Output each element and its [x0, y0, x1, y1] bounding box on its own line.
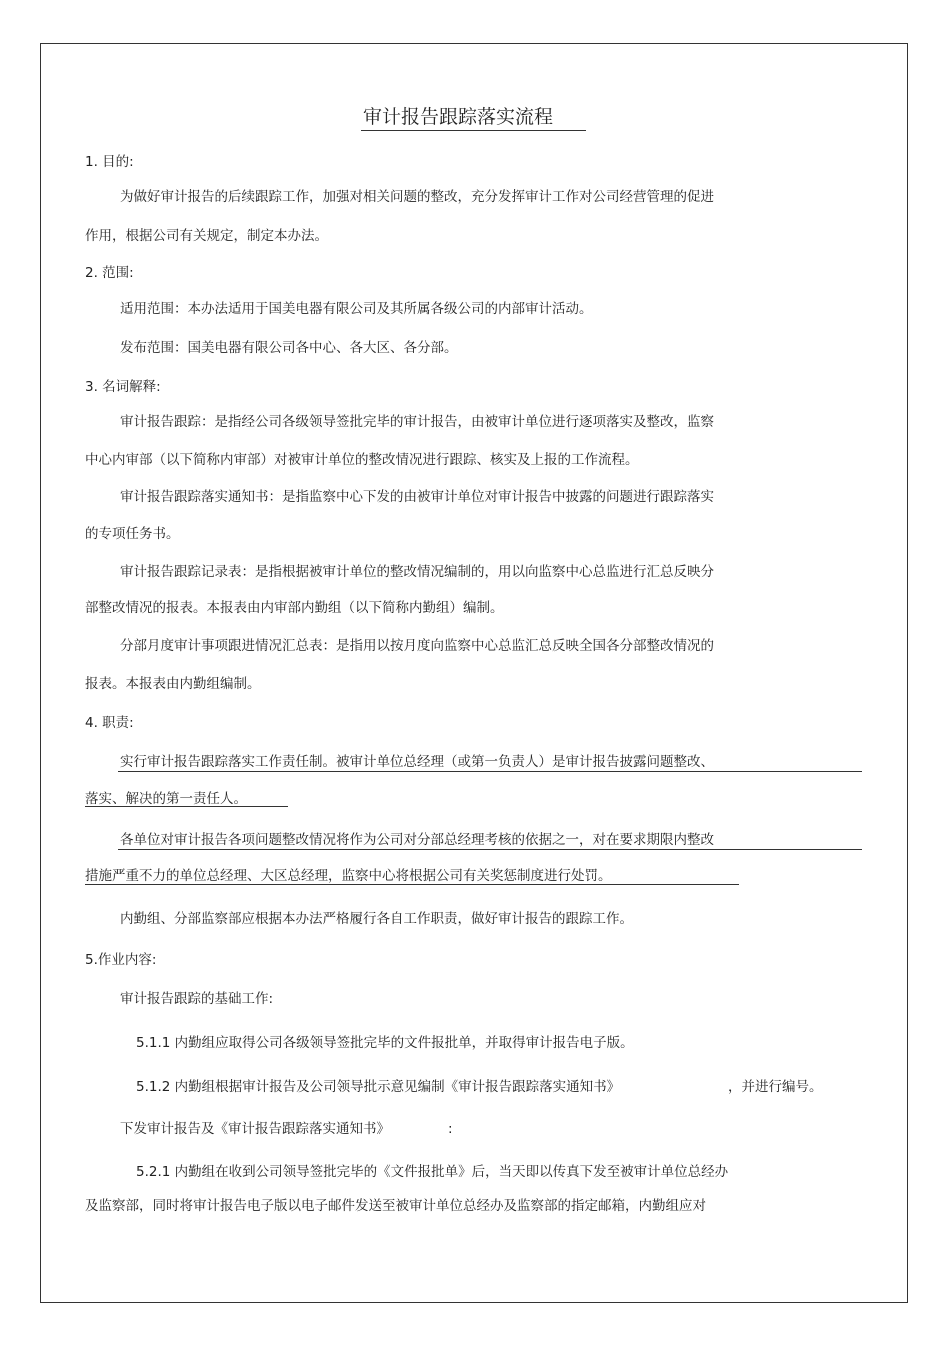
text-underline — [118, 849, 862, 850]
paragraph-line: 作用，根据公司有关规定，制定本办法。 — [85, 228, 328, 244]
section-1-heading: 1. 目的: — [85, 154, 134, 170]
section-4-heading: 4. 职责: — [85, 715, 134, 731]
paragraph-line: 内勤组、分部监察部应根据本办法严格履行各自工作职责，做好审计报告的跟踪工作。 — [120, 911, 633, 927]
list-item: 5.2.1 内勤组在收到公司领导签批完毕的《文件报批单》后，当天即以传真下发至被审计单位总经办 — [136, 1164, 729, 1180]
text-underline — [118, 771, 862, 772]
paragraph-line: 各单位对审计报告各项问题整改情况将作为公司对分部总经理考核的依据之一，对在要求期限内整改 — [120, 832, 714, 848]
page-title: 审计报告跟踪落实流程 — [363, 106, 554, 128]
paragraph-line: 落实、解决的第一责任人。 — [85, 791, 247, 807]
paragraph-line: 为做好审计报告的后续跟踪工作，加强对相关问题的整改，充分发挥审计工作对公司经营管理的促进 — [120, 189, 714, 205]
paragraph-line: 下发审计报告及《审计报告跟踪落实通知书》 — [120, 1121, 390, 1137]
paragraph-line: 实行审计报告跟踪落实工作责任制。被审计单位总经理（或第一负责人）是审计报告披露问题整改、 — [120, 754, 714, 770]
paragraph-line: 适用范围：本办法适用于国美电器有限公司及其所属各级公司的内部审计活动。 — [120, 301, 593, 317]
paragraph-line: 发布范围：国美电器有限公司各中心、各大区、各分部。 — [120, 340, 458, 356]
paragraph-line-colon: : — [448, 1121, 453, 1137]
paragraph-line: 的专项任务书。 — [85, 526, 180, 542]
list-item-continuation: ，并进行编号。 — [728, 1079, 823, 1095]
section-2-heading: 2. 范围: — [85, 265, 134, 281]
paragraph-line: 及监察部，同时将审计报告电子版以电子邮件发送至被审计单位总经办及监察部的指定邮箱，内勤组应对 — [85, 1198, 706, 1214]
paragraph-line: 审计报告跟踪记录表：是指根据被审计单位的整改情况编制的，用以向监察中心总监进行汇总反映分 — [120, 564, 714, 580]
paragraph-line: 部整改情况的报表。本报表由内审部内勤组（以下简称内勤组）编制。 — [85, 600, 504, 616]
section-3-heading: 3. 名词解释: — [85, 379, 161, 395]
paragraph-line: 分部月度审计事项跟进情况汇总表：是指用以按月度向监察中心总监汇总反映全国各分部整改情况的 — [120, 638, 714, 654]
list-item: 5.1.2 内勤组根据审计报告及公司领导批示意见编制《审计报告跟踪落实通知书》 — [136, 1079, 621, 1095]
paragraph-line: 审计报告跟踪：是指经公司各级领导签批完毕的审计报告，由被审计单位进行逐项落实及整改，监察 — [120, 414, 714, 430]
list-item: 5.1.1 内勤组应取得公司各级领导签批完毕的文件报批单，并取得审计报告电子版。 — [136, 1035, 634, 1051]
paragraph-line: 报表。本报表由内勤组编制。 — [85, 676, 261, 692]
paragraph-line: 措施严重不力的单位总经理、大区总经理，监察中心将根据公司有关奖惩制度进行处罚。 — [85, 868, 612, 884]
paragraph-line: 中心内审部（以下简称内审部）对被审计单位的整改情况进行跟踪、核实及上报的工作流程。 — [85, 452, 639, 468]
paragraph-line: 审计报告跟踪落实通知书：是指监察中心下发的由被审计单位对审计报告中披露的问题进行跟踪落实 — [120, 489, 714, 505]
paragraph-line: 审计报告跟踪的基础工作: — [120, 991, 274, 1007]
text-underline — [85, 806, 288, 807]
title-underline — [361, 130, 586, 131]
text-underline — [85, 884, 739, 885]
section-5-heading: 5.作业内容: — [85, 952, 157, 968]
